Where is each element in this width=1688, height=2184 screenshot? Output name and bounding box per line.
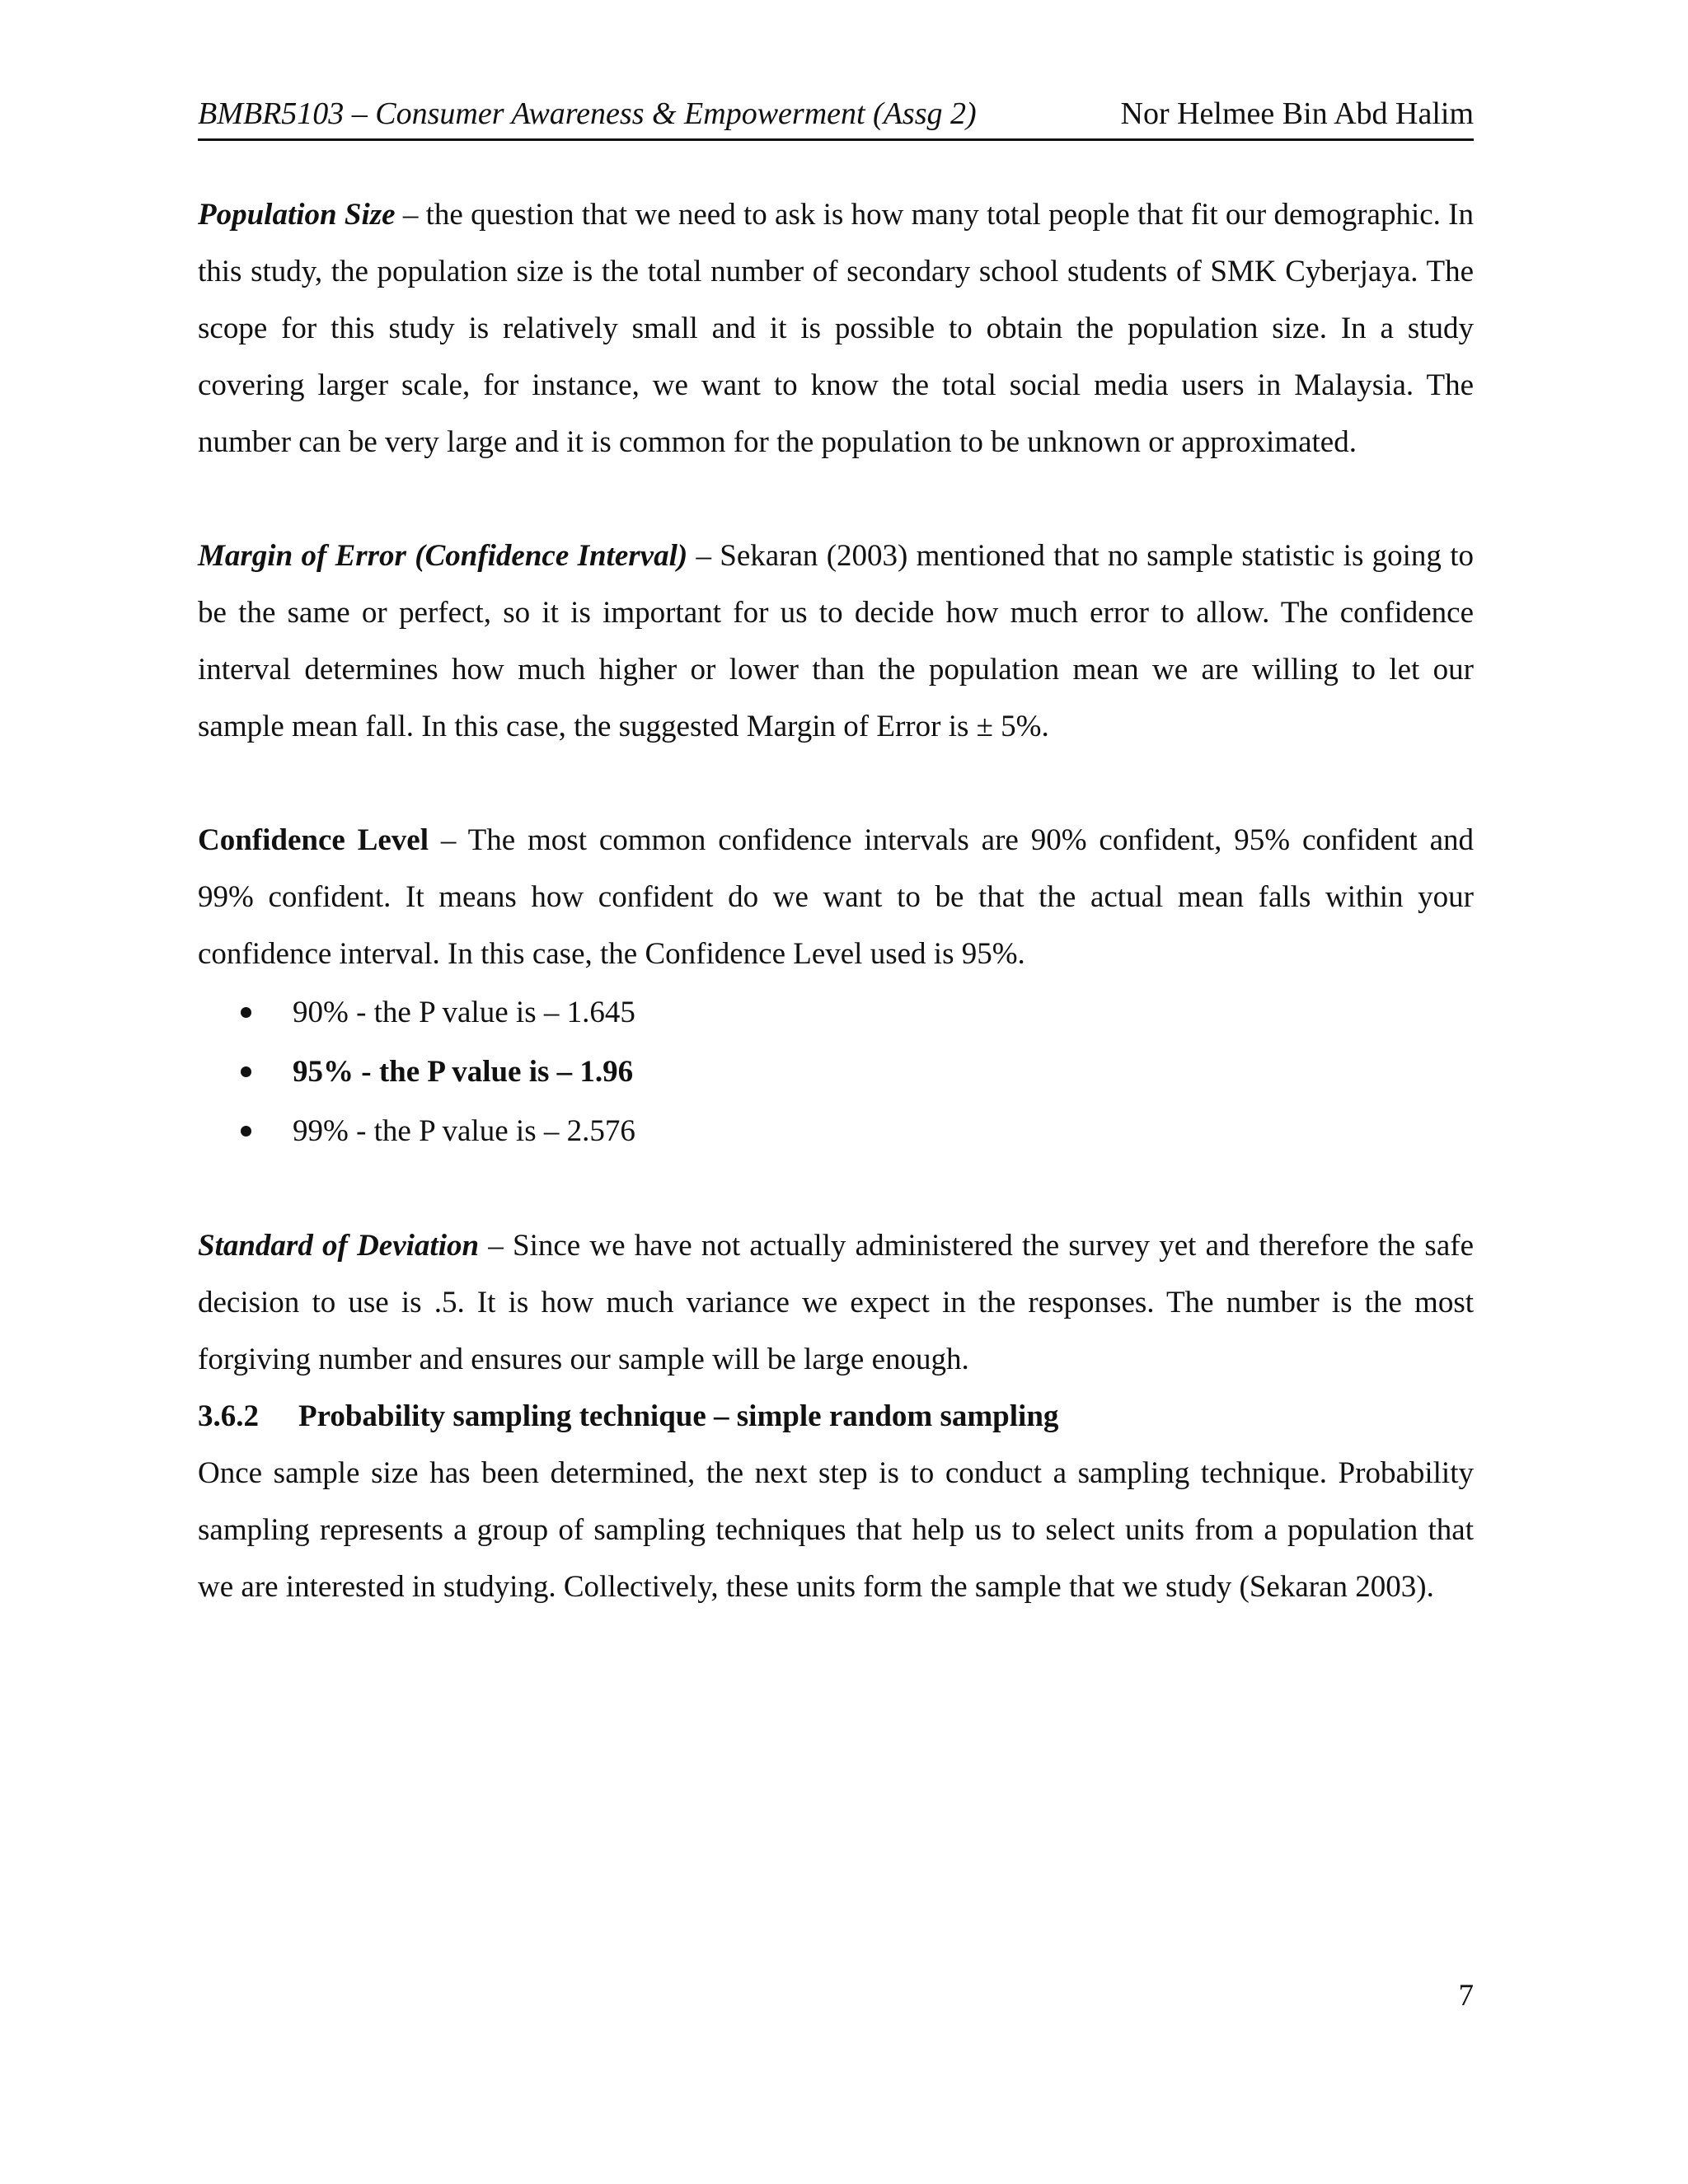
population-size-text: – the question that we need to ask is how many total people that fit our demographic. In this study, the population size is the total number of secondary school students of SMK Cyberjaya. The scope for this study is relatively small and it is possible to obtain the population size. In a study covering larger scale, for instance, we want to know the total social media users in Malaysia. The number can be very large and it is common for the population to be unknown or approximated.: [198, 198, 1474, 459]
confidence-level-term: Confidence Level: [198, 823, 429, 857]
margin-of-error-text: – Sekaran (2003) mentioned that no sample statistic is going to be the same or perfect, so it is important for us to decide how much error to allow. The confidence interval determines how much higher or lower than the population mean we are willing to let our sample mean fall. In this case, the suggested Margin of Error is ± 5%.: [198, 539, 1474, 743]
page-number: 7: [1458, 1979, 1474, 2013]
list-item-text: 95% - the P value is – 1.96: [293, 1054, 634, 1089]
confidence-level-paragraph: [198, 812, 1474, 982]
list-item-text: 90% - the P value is – 1.645: [293, 995, 635, 1029]
list-item: [241, 1101, 1474, 1160]
section-paragraph: Once sample size has been determined, the next step is to conduct a sampling technique. Probability sampling represents a group of sampling techniques that help us to select units from a population that we are interested in studying. Collectively, these units form the sample that we study (Sekaran 2003).: [198, 1456, 1474, 1604]
confidence-level-text: – The most common confidence intervals are 90% confident, 95% confident and 99% confident. It means how confident do we want to be that the actual mean falls within your confidence interval. In this case, the Confidence Level used is 95%.: [198, 823, 1474, 971]
list-item: [241, 982, 1474, 1042]
bullet-icon: [241, 1126, 251, 1137]
list-item: [241, 1042, 1474, 1101]
standard-deviation-text: – Since we have not actually administered the survey yet and therefore the safe decision to use is .5. It is how much variance we expect in the responses. The number is the most forgiving number and ensures our sample will be large enough.: [198, 1229, 1475, 1376]
header-course-title: BMBR5103 – Consumer Awareness & Empowerment (Assg 2): [198, 96, 977, 131]
header-author: Nor Helmee Bin Abd Halim: [1120, 96, 1474, 131]
section-number: 3.6.2: [198, 1399, 259, 1433]
p-value-list: [241, 982, 1474, 1160]
standard-deviation-paragraph: [198, 1217, 1474, 1388]
margin-of-error-term: Margin of Error (Confidence Interval): [198, 539, 688, 573]
margin-of-error-paragraph: [198, 527, 1474, 755]
list-item-text: 99% - the P value is – 2.576: [293, 1113, 635, 1148]
bullet-icon: [241, 1007, 251, 1018]
population-size-paragraph: [198, 186, 1474, 471]
standard-deviation-term: Standard of Deviation: [198, 1229, 480, 1263]
bullet-icon: [241, 1066, 251, 1077]
page-header: [198, 89, 1474, 141]
section-heading: [198, 1388, 1474, 1445]
page-content: [198, 186, 1474, 1615]
population-size-term: Population Size: [198, 198, 396, 232]
section-title: Probability sampling technique – simple random sampling: [298, 1399, 1059, 1433]
